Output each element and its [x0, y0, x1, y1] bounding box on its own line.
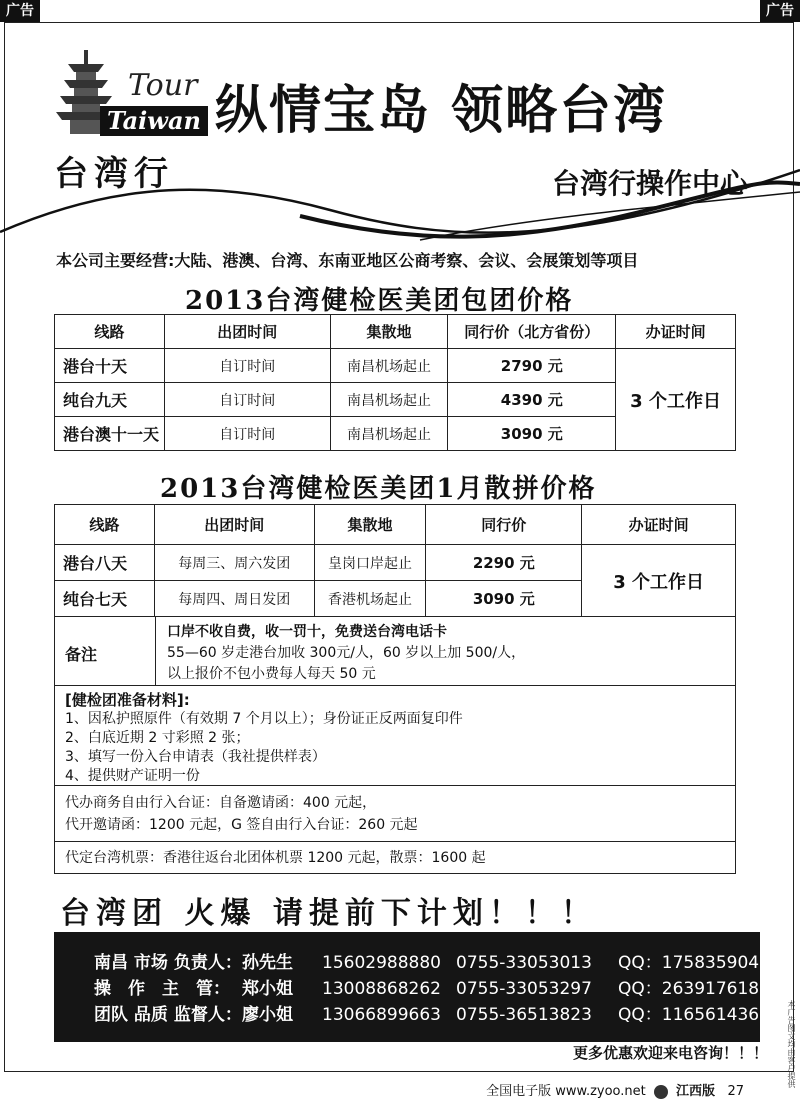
materials-title: [健检团准备材料]: [65, 691, 190, 709]
header-time: 出团时间 [164, 315, 330, 349]
logo-tour-text: Tour [128, 68, 198, 103]
route-cell: 港台八天 [55, 545, 155, 581]
page-footer [486, 1080, 744, 1099]
ad-tag-left: 广告 [0, 0, 40, 22]
side-note: 本广告图文均由客户提供 [787, 1000, 796, 1088]
notes-line: 口岸不收自费，收一罚十，免费送台湾电话卡 [167, 624, 447, 640]
headline: 纵情宝岛 领略台湾 [215, 81, 668, 141]
route-cell: 港台澳十一天 [55, 417, 165, 451]
price-cell: 3090 元 [448, 417, 616, 451]
materials-line: 1、因私护照原件（有效期 7 个月以上）；身份证正反两面复印件 [65, 711, 463, 727]
place-cell: 香港机场起止 [314, 581, 426, 617]
business-scope: 本公司主要经营:大陆、港澳、台湾、东南亚地区公商考察、会议、会展策划等项目 [56, 251, 639, 270]
contact-name: 郑小姐 [242, 979, 293, 999]
ticket-box: 代定台湾机票：香港往返台北团体机票 1200 元起，散票：1600 起 [54, 842, 736, 874]
visa-line: 代开邀请函：1200 元起，G 签自由行入台证：260 元起 [65, 817, 418, 833]
footer-edition: 江西版 [676, 1084, 716, 1099]
hot-slogan: 台湾团 火爆 请提前下计划！！！ [60, 896, 597, 931]
contact-qq: QQ：1758359040 [618, 953, 770, 973]
visa-box [54, 786, 736, 842]
header-place: 集散地 [330, 315, 448, 349]
place-cell: 南昌机场起止 [330, 349, 448, 383]
place-cell: 皇岗口岸起止 [314, 545, 426, 581]
cert-time-cell: 3 个工作日 [582, 545, 736, 617]
time-cell: 每周三、周六发团 [154, 545, 314, 581]
header-route: 线路 [55, 505, 155, 545]
contact-role: 团队 品质 监督人： [94, 1005, 242, 1025]
contact-name: 廖小姐 [242, 1005, 293, 1025]
table-row [55, 349, 736, 383]
header-price: 同行价（北方省份） [448, 315, 616, 349]
contact-mobile: 15602988880 [322, 953, 441, 973]
materials-box [54, 686, 736, 786]
header-route: 线路 [55, 315, 165, 349]
time-cell: 自订时间 [164, 383, 330, 417]
place-cell: 南昌机场起止 [330, 417, 448, 451]
contact-role: 操 作 主 管： [94, 979, 230, 999]
contact-qq: QQ：1165614367 [618, 1005, 770, 1025]
group-price-table [54, 504, 736, 617]
route-cell: 纯台七天 [55, 581, 155, 617]
logo-chinese-text: 台湾行 [54, 154, 174, 194]
header-cert: 办证时间 [616, 315, 736, 349]
ad-tag-right: 广告 [760, 0, 800, 22]
contact-tel: 0755-33053013 [456, 953, 592, 973]
header-price: 同行价 [426, 505, 582, 545]
contact-row [94, 1002, 770, 1028]
contact-tel: 0755-33053297 [456, 979, 592, 999]
price-cell: 4390 元 [448, 383, 616, 417]
table1-title: 2013台湾健检医美团包团价格 [185, 286, 574, 316]
more-info-text: 更多优惠欢迎来电咨询！！！ [572, 1044, 768, 1062]
route-cell: 港台十天 [55, 349, 165, 383]
edition-icon [654, 1085, 668, 1099]
contact-qq: QQ：2639176188 [618, 979, 770, 999]
package-price-table [54, 314, 736, 451]
table2-title: 2013台湾健检医美团1月散拼价格 [160, 474, 597, 504]
table-row [55, 545, 736, 581]
contact-tel: 0755-36513823 [456, 1005, 592, 1025]
notes-box [54, 616, 736, 686]
materials-line: 4、提供财产证明一份 [65, 768, 200, 784]
time-cell: 自订时间 [164, 349, 330, 383]
notes-content [167, 622, 525, 685]
notes-label: 备注 [65, 645, 98, 664]
notes-line: 55—60 岁走港台加收 300元/人，60 岁以上加 500/人， [167, 645, 526, 661]
price-cell: 2790 元 [448, 349, 616, 383]
notes-line: 以上报价不包小费每人每天 50 元 [167, 666, 376, 682]
contact-row [94, 976, 770, 1002]
materials-line: 2、白底近期 2 寸彩照 2 张； [65, 730, 250, 746]
price-cell: 3090 元 [426, 581, 582, 617]
time-cell: 自订时间 [164, 417, 330, 451]
contact-name: 孙先生 [242, 953, 293, 973]
page-number: 27 [727, 1084, 744, 1099]
cert-time-cell: 3 个工作日 [616, 349, 736, 451]
price-cell: 2290 元 [426, 545, 582, 581]
notes-divider [155, 616, 156, 686]
subhead: 台湾行操作中心 [551, 167, 748, 200]
visa-line: 代办商务自由行入台证：自备邀请函：400 元起， [65, 795, 377, 811]
logo-taiwan-text: Taiwan [100, 106, 208, 136]
route-cell: 纯台九天 [55, 383, 165, 417]
contact-row [94, 950, 770, 976]
footer-site: 全国电子版 www.zyoo.net [486, 1084, 646, 1099]
contact-mobile: 13008868262 [322, 979, 441, 999]
header-cert: 办证时间 [582, 505, 736, 545]
contact-mobile: 13066899663 [322, 1005, 441, 1025]
header-place: 集散地 [314, 505, 426, 545]
header-time: 出团时间 [154, 505, 314, 545]
contact-role: 南昌 市场 负责人： [94, 953, 242, 973]
materials-line: 3、填写一份入台申请表（我社提供样表） [65, 749, 326, 765]
contact-panel [54, 932, 770, 1042]
time-cell: 每周四、周日发团 [154, 581, 314, 617]
place-cell: 南昌机场起止 [330, 383, 448, 417]
